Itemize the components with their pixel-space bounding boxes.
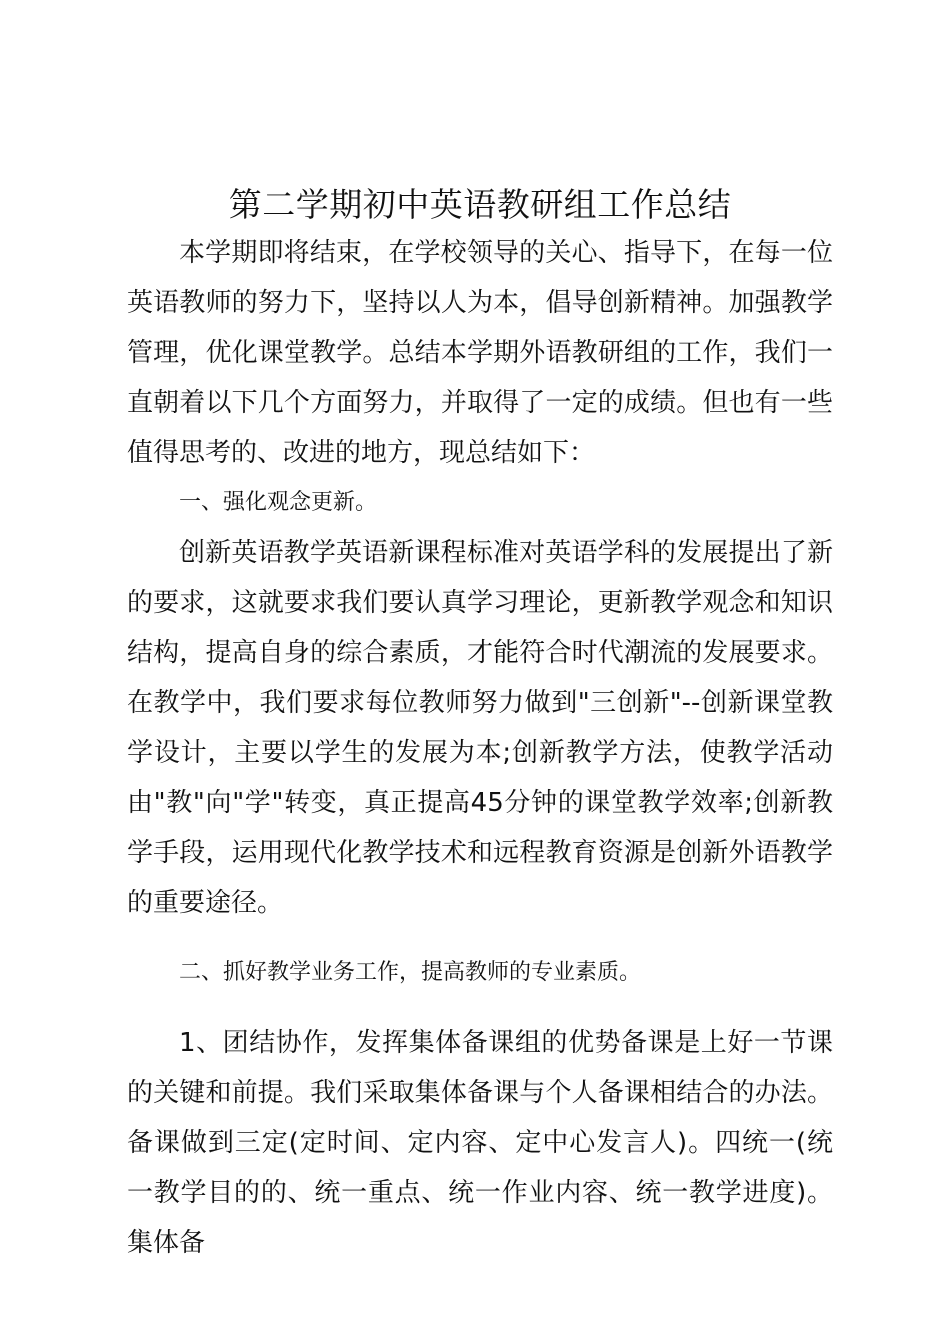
document-title: 第二学期初中英语教研组工作总结 — [228, 185, 732, 224]
intro-paragraph: 本学期即将结束，在学校领导的关心、指导下，在每一位英语教师的努力下，坚持以人为本，倡导创新精神。加强教学管理，优化课堂教学。总结本学期外语教研组的工作，我们一直朝着以下几个方面努力，并取得了一定的成绩。但也有一些值得思考的、改进的地方，现总结如下： — [127, 238, 833, 468]
section-1-paragraph: 创新英语教学英语新课程标准对英语学科的发展提出了新的要求，这就要求我们要认真学习理论，更新教学观念和知识结构，提高自身的综合素质，才能符合时代潮流的发展要求。在教学中，我们要求每位教师努力做到"三创新"--创新课堂教学设计，主要以学生的发展为本;创新教学方法，使教学活动由"教"向"学"转变，真正提高45分钟的课堂教学效率;创新教学手段，运用现代化教学技术和远程教育资源是创新外语教学的重要途径。 — [127, 538, 833, 918]
section-heading-2: 二、抓好教学业务工作，提高教师的专业素质。 — [179, 960, 642, 985]
paragraph-spacer — [127, 928, 833, 948]
section-2-paragraph: 1、团结协作，发挥集体备课组的优势备课是上好一节课的关键和前提。我们采取集体备课与个人备课相结合的办法。备课做到三定(定时间、定内容、定中心发言人)。四统一(统一教学目的的、统一重点、统一作业内容、统一教学进度)。集体备 — [127, 1028, 833, 1258]
document-body — [127, 228, 833, 1268]
section-heading-1: 一、强化观念更新。 — [179, 490, 378, 515]
paragraph-spacer — [127, 998, 833, 1018]
